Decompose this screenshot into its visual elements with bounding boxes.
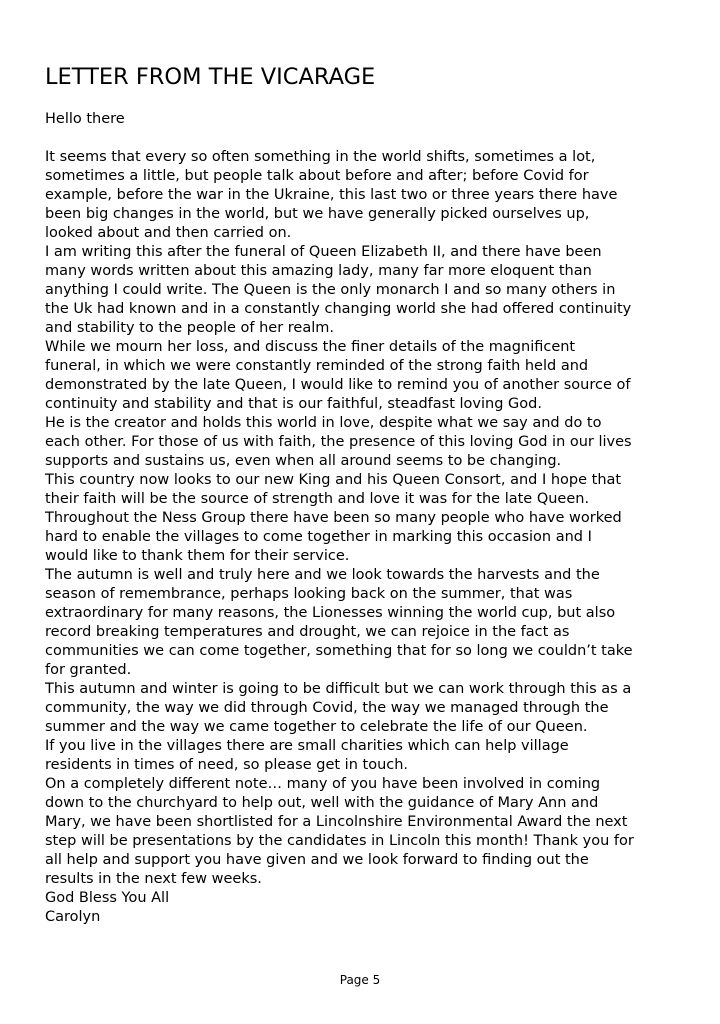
body-line: many words written about this amazing lady, many far more eloquent than: [45, 263, 592, 279]
body-line: anything I could write. The Queen is the only monarch I and so many others in: [45, 282, 616, 298]
body-line: extraordinary for many reasons, the Lionesses winning the world cup, but also: [45, 605, 616, 621]
body-line: On a completely different note… many of you have been involved in coming: [45, 776, 601, 792]
body-line: residents in times of need, so please get in touch.: [45, 757, 409, 773]
greeting: Hello there: [45, 111, 125, 127]
body-line: each other. For those of us with faith, the presence of this loving God in our lives: [45, 434, 632, 450]
body-line: He is the creator and holds this world in love, despite what we say and do to: [45, 415, 602, 431]
body-line: While we mourn her loss, and discuss the finer details of the magnificent: [45, 339, 576, 355]
page-title: LETTER FROM THE VICARAGE: [45, 64, 376, 90]
body-line: results in the next few weeks.: [45, 871, 262, 887]
body-line: It seems that every so often something in the world shifts, sometimes a lot,: [45, 149, 596, 165]
signoff-line: God Bless You All: [45, 890, 170, 906]
body-line: This autumn and winter is going to be difficult but we can work through this as a: [45, 681, 632, 697]
body-line: funeral, in which we were constantly reminded of the strong faith held and: [45, 358, 589, 374]
body-line: If you live in the villages there are small charities which can help village: [45, 738, 569, 754]
body-line: and stability to the people of her realm.: [45, 320, 334, 336]
signature-name: Carolyn: [45, 909, 101, 925]
body-line: sometimes a little, but people talk about before and after; before Covid for: [45, 168, 589, 184]
body-line: communities we can come together, something that for so long we couldn’t take: [45, 643, 633, 659]
body-line: Throughout the Ness Group there have been so many people who have worked: [45, 510, 622, 526]
body-line: supports and sustains us, even when all around seems to be changing.: [45, 453, 562, 469]
body-line: for granted.: [45, 662, 132, 678]
body-line: This country now looks to our new King and his Queen Consort, and I hope that: [45, 472, 622, 488]
page-number: Page 5: [339, 973, 381, 987]
body-line: been big changes in the world, but we have generally picked ourselves up,: [45, 206, 590, 222]
body-line: down to the churchyard to help out, well with the guidance of Mary Ann and: [45, 795, 599, 811]
body-line: I am writing this after the funeral of Queen Elizabeth II, and there have been: [45, 244, 602, 260]
body-line: looked about and then carried on.: [45, 225, 292, 241]
body-line: Mary, we have been shortlisted for a Lincolnshire Environmental Award the next: [45, 814, 628, 830]
letter-page: [45, 62, 685, 927]
body-line: hard to enable the villages to come together in marking this occasion and I: [45, 529, 592, 545]
body-line: record breaking temperatures and drought, we can rejoice in the fact as: [45, 624, 570, 640]
body-line: season of remembrance, perhaps looking back on the summer, that was: [45, 586, 573, 602]
body-line: The autumn is well and truly here and we look towards the harvests and the: [45, 567, 600, 583]
body-line: all help and support you have given and we look forward to finding out the: [45, 852, 589, 868]
body-line: their faith will be the source of strength and love it was for the late Queen.: [45, 491, 590, 507]
body-line: continuity and stability and that is our faithful, steadfast loving God.: [45, 396, 542, 412]
letter-body: [45, 148, 685, 927]
body-line: would like to thank them for their service.: [45, 548, 350, 564]
body-line: community, the way we did through Covid, the way we managed through the: [45, 700, 609, 716]
body-line: the Uk had known and in a constantly changing world she had offered continuity: [45, 301, 632, 317]
body-line: example, before the war in the Ukraine, this last two or three years there have: [45, 187, 618, 203]
body-line: summer and the way we came together to celebrate the life of our Queen.: [45, 719, 588, 735]
body-line: demonstrated by the late Queen, I would like to remind you of another source of: [45, 377, 631, 393]
body-line: step will be presentations by the candidates in Lincoln this month! Thank you for: [45, 833, 634, 849]
